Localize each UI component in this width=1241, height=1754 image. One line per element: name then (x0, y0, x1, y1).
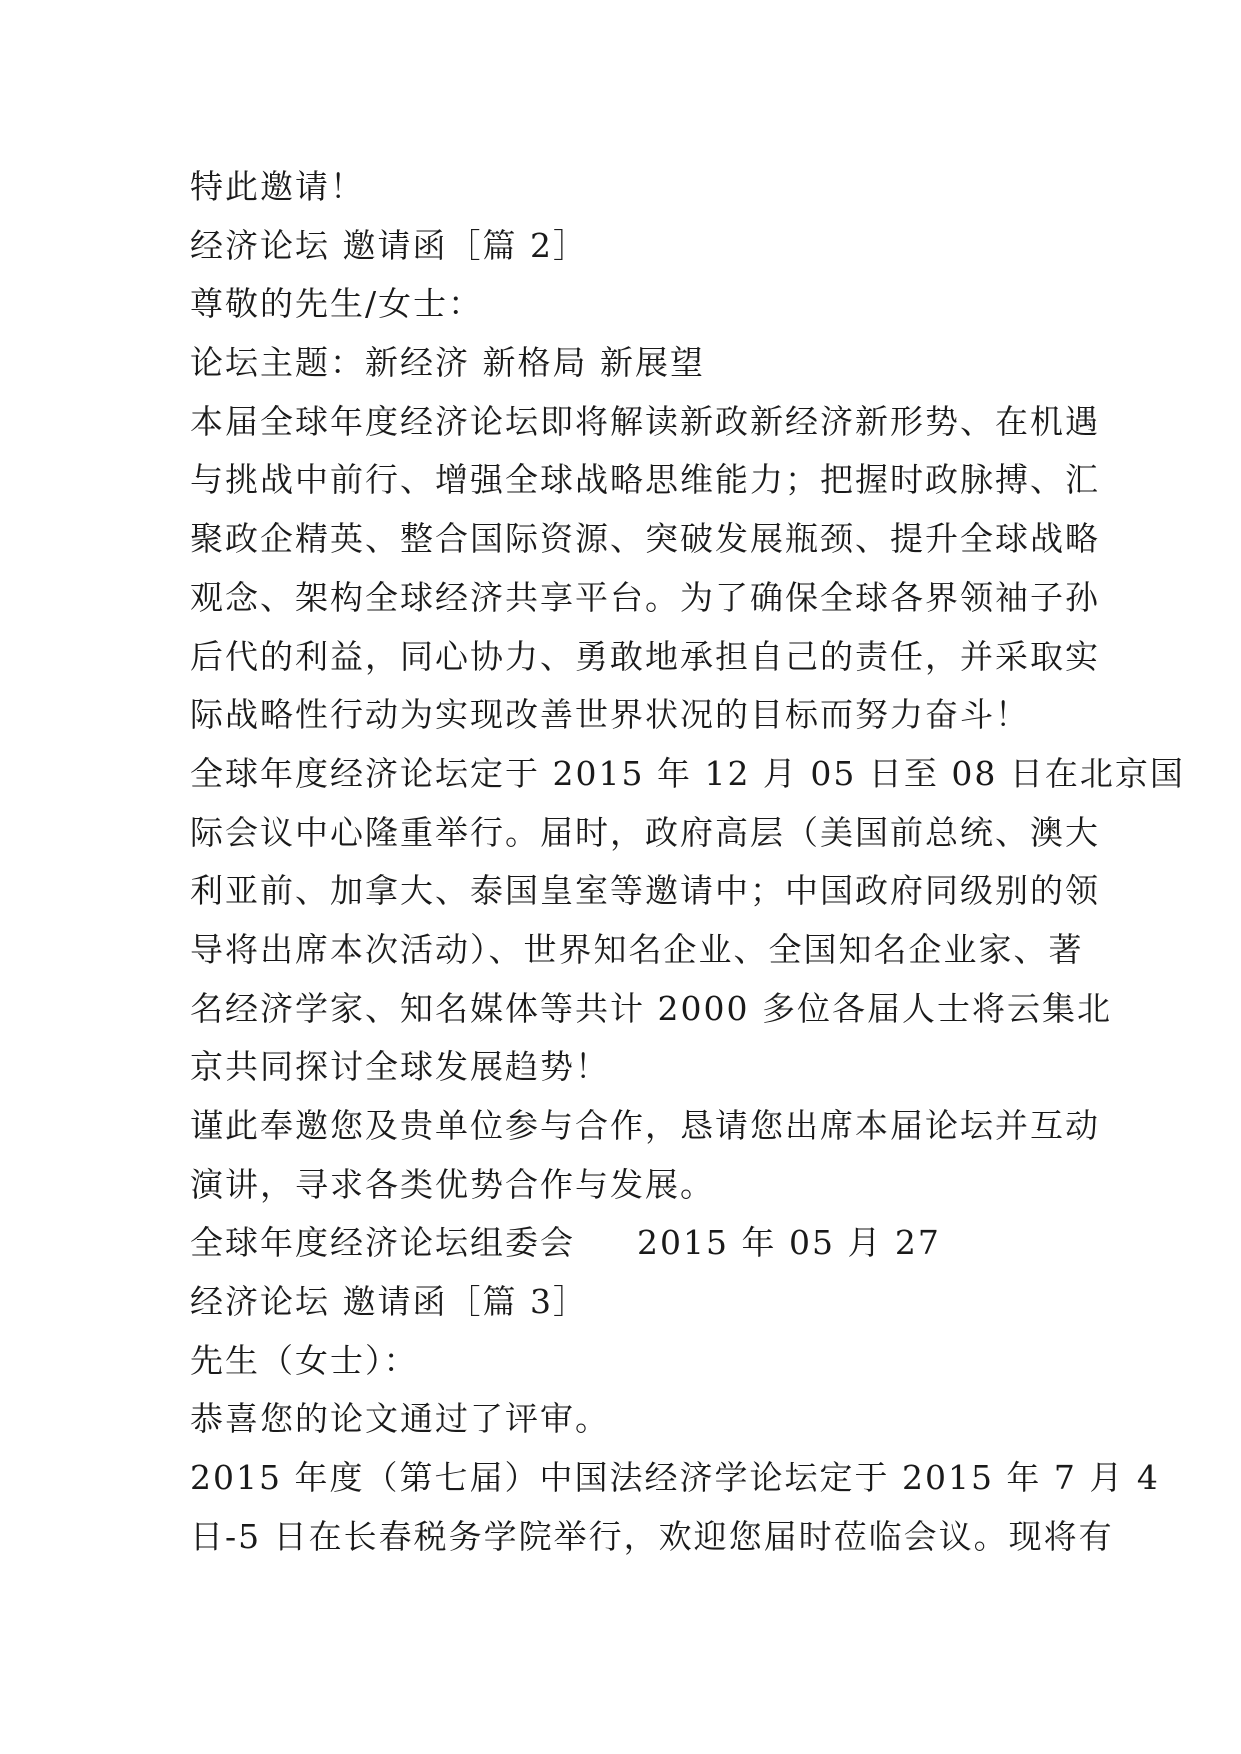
paragraph-line: 日-5 日在长春税务学院举行，欢迎您届时莅临会议。现将有 (190, 1516, 1114, 1556)
signature-date: 2015 年 05 月 27 (637, 1223, 941, 1263)
salutation: 先生（女士）： (190, 1340, 419, 1380)
paragraph-line: 恭喜您的论文通过了评审。 (190, 1399, 610, 1439)
paragraph-line: 导将出席本次活动）、世界知名企业、全国知名企业家、著 (190, 929, 1084, 969)
paragraph-line: 聚政企精英、整合国际资源、突破发展瓶颈、提升全球战略 (190, 519, 1100, 559)
paragraph-line: 际战略性行动为实现改善世界状况的目标而努力奋斗！ (190, 695, 1030, 735)
paragraph-line: 与挑战中前行、增强全球战略思维能力；把握时政脉搏、汇 (190, 460, 1100, 500)
paragraph-line: 本届全球年度经济论坛即将解读新政新经济新形势、在机遇 (190, 401, 1100, 441)
document-body (190, 158, 1185, 1567)
section-heading: 经济论坛 邀请函［篇 3］ (190, 1282, 588, 1322)
paragraph-line: 际会议中心隆重举行。届时，政府高层（美国前总统、澳大 (190, 812, 1100, 852)
paragraph-line: 演讲，寻求各类优势合作与发展。 (190, 1164, 715, 1204)
paragraph-line: 观念、架构全球经济共享平台。为了确保全球各界领袖子孙 (190, 577, 1100, 617)
paragraph-line: 京共同探讨全球发展趋势！ (190, 1047, 610, 1087)
signature-org: 全球年度经济论坛组委会 (190, 1223, 575, 1263)
paragraph-line: 2015 年度（第七届）中国法经济学论坛定于 2015 年 7 月 4 (190, 1458, 1160, 1498)
section-heading: 经济论坛 邀请函［篇 2］ (190, 225, 588, 265)
paragraph-line: 全球年度经济论坛定于 2015 年 12 月 05 日至 08 日在北京国 (190, 753, 1185, 793)
forum-theme: 论坛主题：新经济 新格局 新展望 (190, 343, 705, 383)
closing-line: 特此邀请！ (190, 167, 365, 206)
paragraph-line: 后代的利益，同心协力、勇敢地承担自己的责任，并采取实 (190, 636, 1100, 676)
paragraph-line: 谨此奉邀您及贵单位参与合作，恳请您出席本届论坛并互动 (190, 1106, 1100, 1145)
salutation: 尊敬的先生/女士： (190, 284, 484, 324)
paragraph-line: 名经济学家、知名媒体等共计 2000 多位各届人士将云集北 (190, 988, 1112, 1028)
signature-line (190, 1214, 1060, 1273)
paragraph-line: 利亚前、加拿大、泰国皇室等邀请中；中国政府同级别的领 (190, 871, 1100, 911)
